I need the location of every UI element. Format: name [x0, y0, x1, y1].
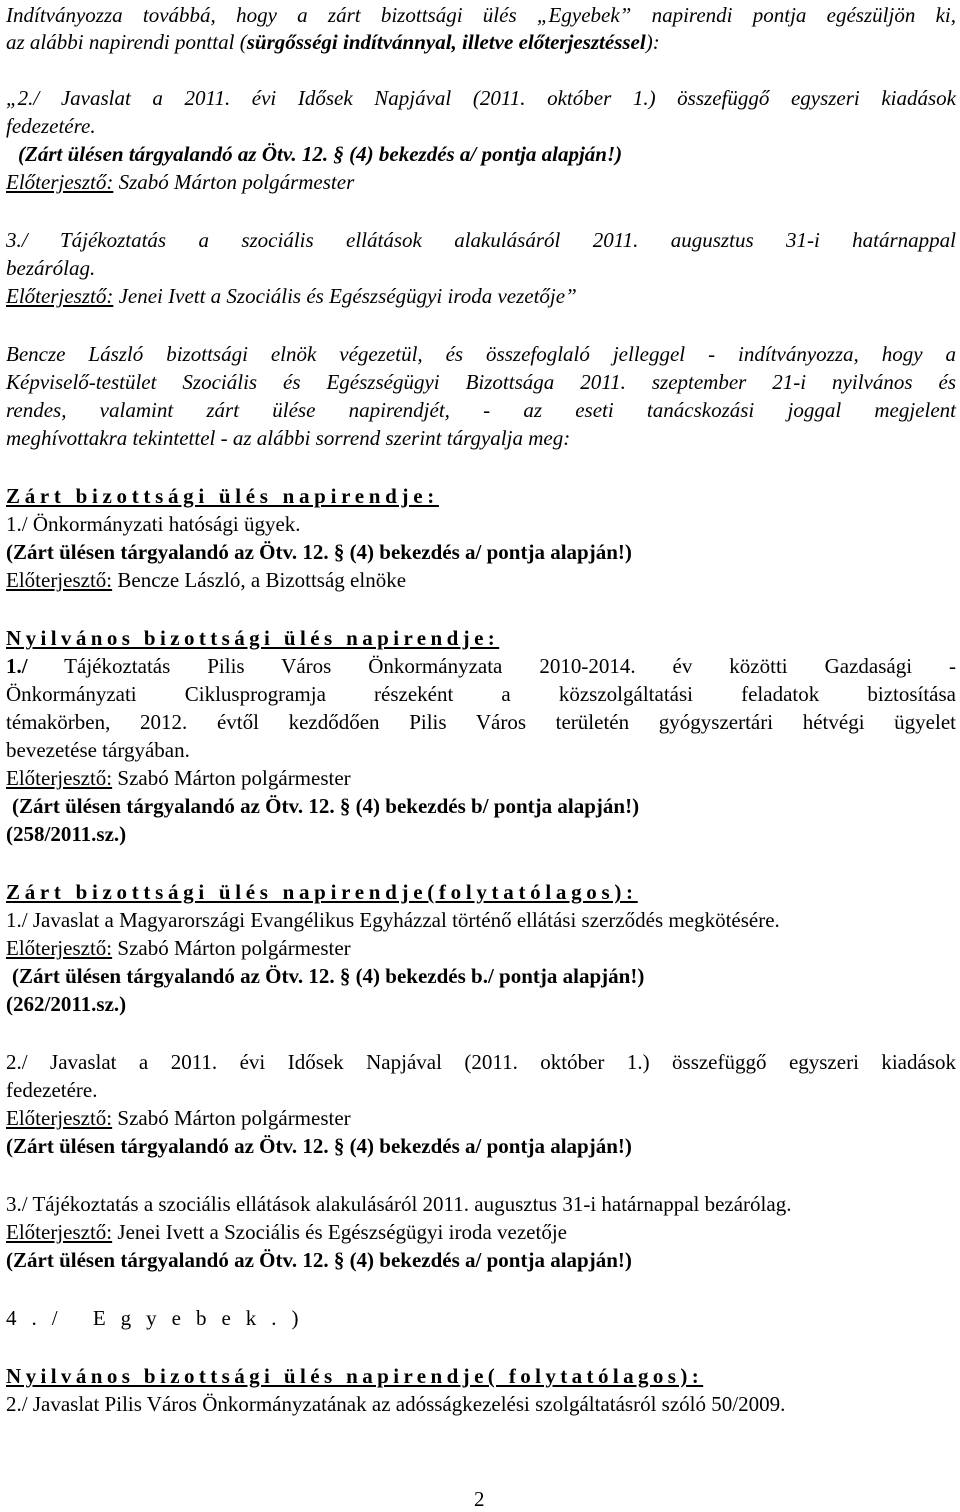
closed-cont-item-2-note: (Zárt ülésen tárgyalandó az Ötv. 12. § (4) bekezdés a/ pontja alapján!): [6, 1134, 632, 1158]
closed-agenda-item-1: 1./ Önkormányzati hatósági ügyek.: [6, 512, 301, 536]
italic-item-3-line-1: 3./ Tájékoztatás a szociális ellátások alakulásáról 2011. augusztus 31-i határnappal: [6, 228, 956, 252]
page-number: 2: [474, 1487, 485, 1511]
closed-cont-heading: Zárt bizottsági ülés napirendje(folytatólagos):: [6, 880, 638, 904]
closed-agenda-heading: Zárt bizottsági ülés napirendje:: [6, 484, 439, 508]
italic-item-2-line-1: „2./ Javaslat a 2011. évi Idősek Napjával (2011. október 1.) összefüggő egyszeri kiadások: [6, 86, 956, 110]
closed-cont-item-3-presenter: Előterjesztő: Jenei Ivett a Szociális és Egészségügyi iroda vezetője: [6, 1220, 567, 1244]
public-cont-heading: Nyilvános bizottsági ülés napirendje( folytatólagos):: [6, 1364, 704, 1388]
closed-cont-item-4: 4./ Egyebek.): [6, 1306, 314, 1330]
closed-cont-item-2-line-1: 2./ Javaslat a 2011. évi Idősek Napjával (2011. október 1.) összefüggő egyszeri kiadások: [6, 1050, 956, 1074]
public-agenda-item-1-line-2: Önkormányzati Ciklusprogramja részeként a közszolgáltatási feladatok biztosítása: [6, 682, 956, 706]
italic-item-2-line-2: fedezetére.: [6, 114, 96, 138]
public-agenda-heading: Nyilvános bizottsági ülés napirendje:: [6, 626, 500, 650]
closed-cont-item-3-note: (Zárt ülésen tárgyalandó az Ötv. 12. § (4) bekezdés a/ pontja alapján!): [6, 1248, 632, 1272]
public-cont-item-2: 2./ Javaslat Pilis Város Önkormányzatának az adósságkezelési szolgáltatásról szóló 50/2009.: [6, 1392, 786, 1416]
italic-item-3-presenter: Előterjesztő: Jenei Ivett a Szociális és Egészségügyi iroda vezetője”: [6, 284, 577, 308]
closed-cont-item-1: 1./ Javaslat a Magyarországi Evangélikus Egyházzal történő ellátási szerződés megkötésére.: [6, 908, 780, 932]
closed-cont-item-3: 3./ Tájékoztatás a szociális ellátások alakulásáról 2011. augusztus 31-i határnappal bezárólag.: [6, 1192, 792, 1216]
closed-agenda-item-1-note: (Zárt ülésen tárgyalandó az Ötv. 12. § (4) bekezdés a/ pontja alapján!): [6, 540, 632, 564]
closed-cont-item-1-note: (Zárt ülésen tárgyalandó az Ötv. 12. § (4) bekezdés b./ pontja alapján!): [12, 964, 645, 988]
summary-line-2: Képviselő-testület Szociális és Egészségügyi Bizottsága 2011. szeptember 21-i nyilvános és: [6, 370, 956, 394]
public-agenda-item-1-line-4: bevezetése tárgyában.: [6, 738, 190, 762]
public-agenda-item-1-note: (Zárt ülésen tárgyalandó az Ötv. 12. § (4) bekezdés b/ pontja alapján!): [12, 794, 640, 818]
public-agenda-item-1-ref: (258/2011.sz.): [6, 822, 127, 846]
summary-line-1: Bencze László bizottsági elnök végezetül, és összefoglaló jelleggel - indítványozza, hogy a: [6, 342, 956, 366]
closed-agenda-item-1-presenter: Előterjesztő: Bencze László, a Bizottság elnöke: [6, 568, 407, 592]
public-agenda-item-1-line-3: témakörben, 2012. évtől kezdődően Pilis Város területén gyógyszertári hétvégi ügyelet: [6, 710, 956, 734]
summary-line-3: rendes, valamint zárt ülése napirendjét, - az eseti tanácskozási joggal megjelent: [6, 398, 956, 422]
intro-line-1: Indítványozza továbbá, hogy a zárt bizottsági ülés „Egyebek” napirendi pontja egészüljön ki,: [6, 3, 956, 27]
urgent-motion-text: sürgősségi indítvánnyal, illetve előterjesztéssel: [246, 30, 646, 54]
italic-item-2-presenter: Előterjesztő: Szabó Márton polgármester: [6, 170, 355, 194]
intro-line-2: az alábbi napirendi ponttal (sürgősségi indítvánnyal, illetve előterjesztéssel):: [6, 30, 660, 54]
public-agenda-item-1-line-1: 1./ Tájékoztatás Pilis Város Önkormányzata 2010-2014. év közötti Gazdasági -: [6, 654, 956, 678]
italic-item-2-closed-note: (Zárt ülésen tárgyalandó az Ötv. 12. § (4) bekezdés a/ pontja alapján!): [18, 142, 623, 166]
closed-cont-item-2-line-2: fedezetére.: [6, 1078, 98, 1102]
closed-cont-item-2-presenter: Előterjesztő: Szabó Márton polgármester: [6, 1106, 351, 1130]
public-agenda-item-1-presenter: Előterjesztő: Szabó Márton polgármester: [6, 766, 351, 790]
closed-cont-item-1-ref: (262/2011.sz.): [6, 992, 127, 1016]
closed-cont-item-1-presenter: Előterjesztő: Szabó Márton polgármester: [6, 936, 351, 960]
summary-line-4: meghívottakra tekintettel - az alábbi sorrend szerint tárgyalja meg:: [6, 426, 571, 450]
italic-item-3-line-2: bezárólag.: [6, 256, 96, 280]
